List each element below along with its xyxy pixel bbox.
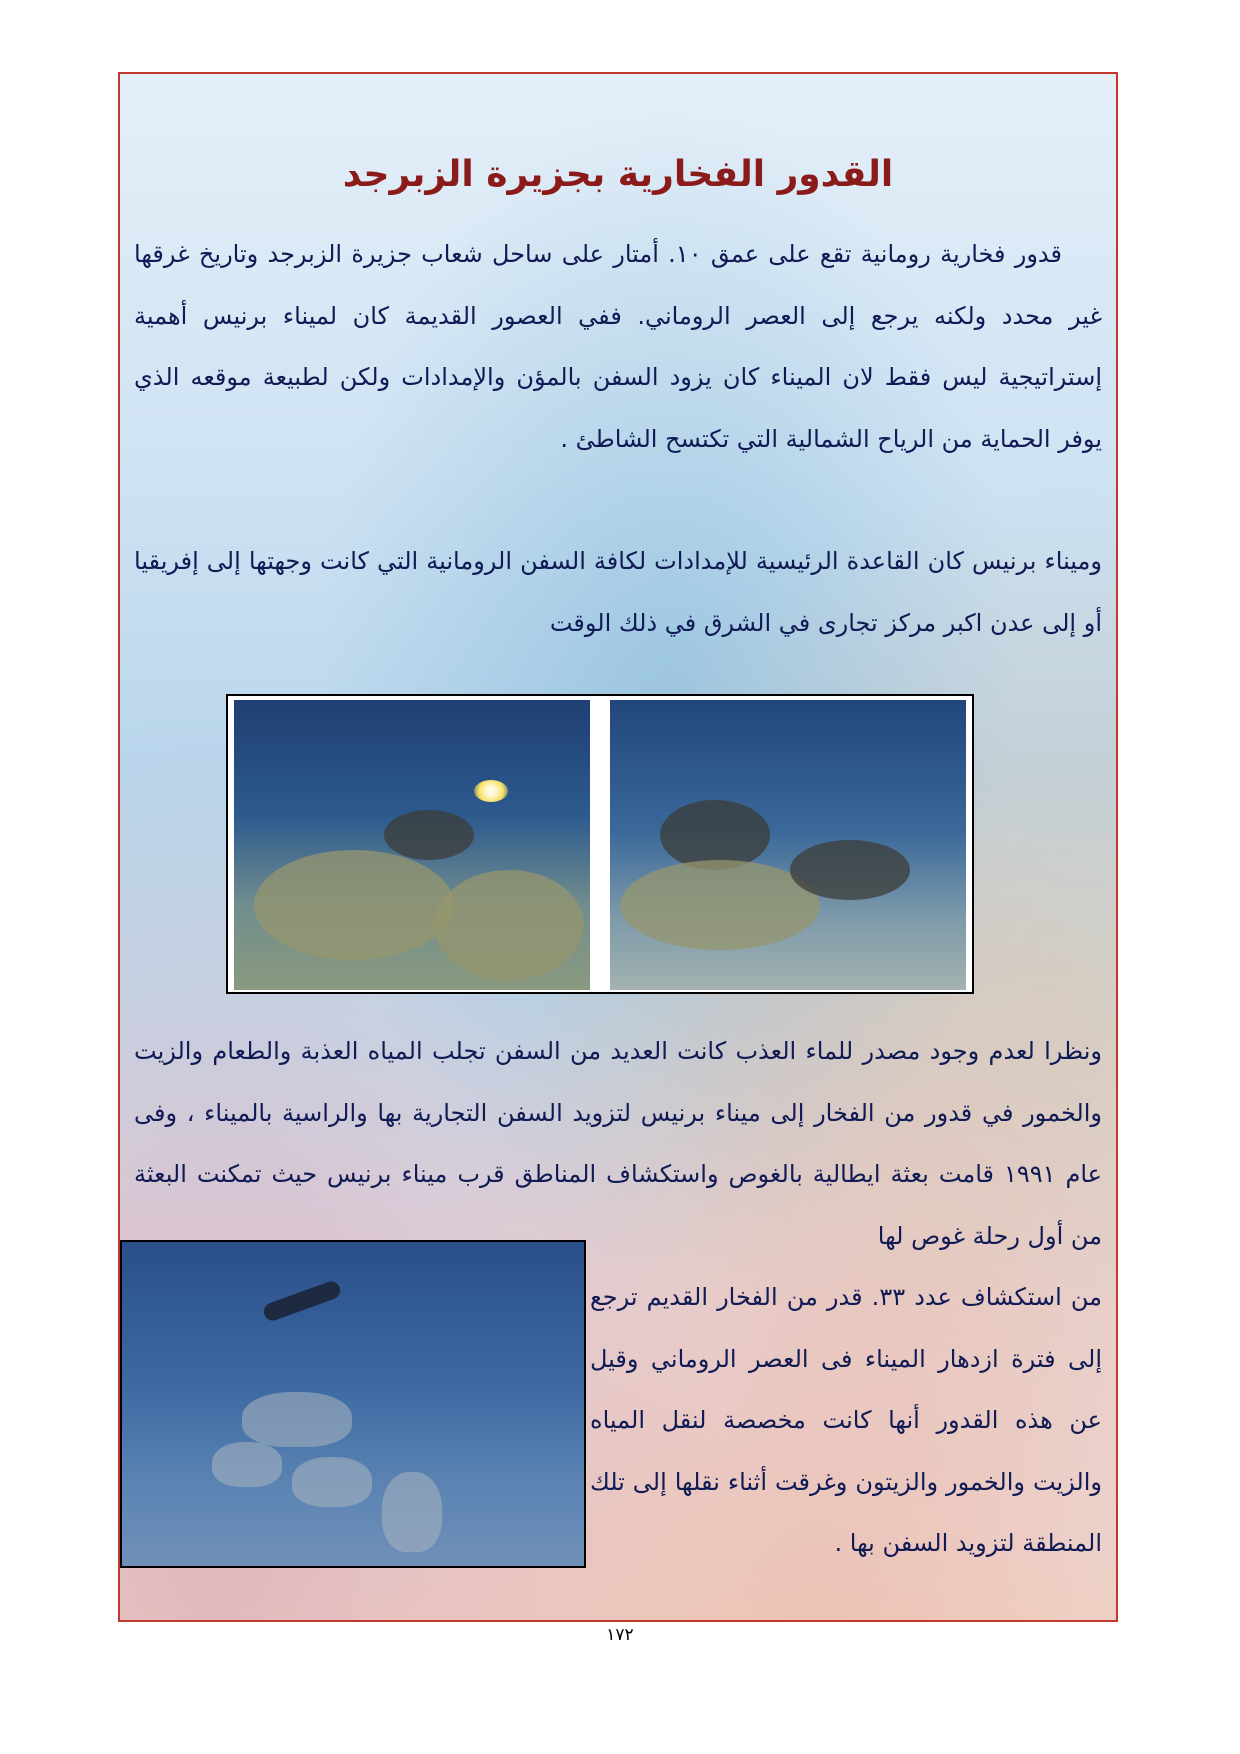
paragraph-berenice-port: وميناء برنيس كان القاعدة الرئيسية للإمدادات لكافة السفن الرومانية التي كانت وجهتها إلى إفريقيا أو إلى عدن اكبر مركز تجارى في الشرق في ذلك الوقت (134, 547, 1102, 637)
page-frame (118, 72, 1118, 1622)
photo-jars-seabed (610, 700, 966, 990)
paragraph-discovery: من استكشاف عدد ٣٣. قدر من الفخار القديم ترجع إلى فترة ازدهار الميناء فى العصر الروماني وقيل عن هذه القدور أنها كانت مخصصة لنقل المياه والزيت والخمور والزيتون وغرقت أثناء نقلها إلى تلك المنطقة لتزويد السفن بها . (590, 1283, 1102, 1557)
page-number: ١٧٢ (606, 1625, 634, 1645)
underwater-photos-pair (226, 694, 974, 994)
diver-lamp (474, 780, 508, 802)
page-title: القدور الفخارية بجزيرة الزبرجد (342, 154, 894, 195)
paragraph-intro: قدور فخارية رومانية تقع على عمق ١٠. أمتار على ساحل شعاب جزيرة الزبرجد وتاريخ غرقها غير محدد ولكنه يرجع إلى العصر الروماني. ففي العصور القديمة كان لميناء برنيس أهمية إستراتيجية ليس فقط لان الميناء كان يزود السفن بالمؤن والإمدادات ولكن لطبيعة موقعه الذي يوفر الحماية من الرياح الشمالية التي تكتسح الشاطئ . (134, 240, 1102, 453)
photo-diver-exploring-jars (120, 1240, 586, 1568)
paragraph-fresh-water: ونظرا لعدم وجود مصدر للماء العذب كانت العديد من السفن تجلب المياه العذبة والطعام والزيت والخمور في قدور من الفخار إلى ميناء برنيس لتزويد السفن التجارية بها والراسية بالميناء ، وفى عام ١٩٩١ قامت بعثة ايطالية بالغوص واستكشاف المناطق قرب ميناء برنيس حيث تمكنت البعثة من أول رحلة غوص لها (134, 1037, 1102, 1250)
photo-diver-with-pottery (234, 700, 590, 990)
